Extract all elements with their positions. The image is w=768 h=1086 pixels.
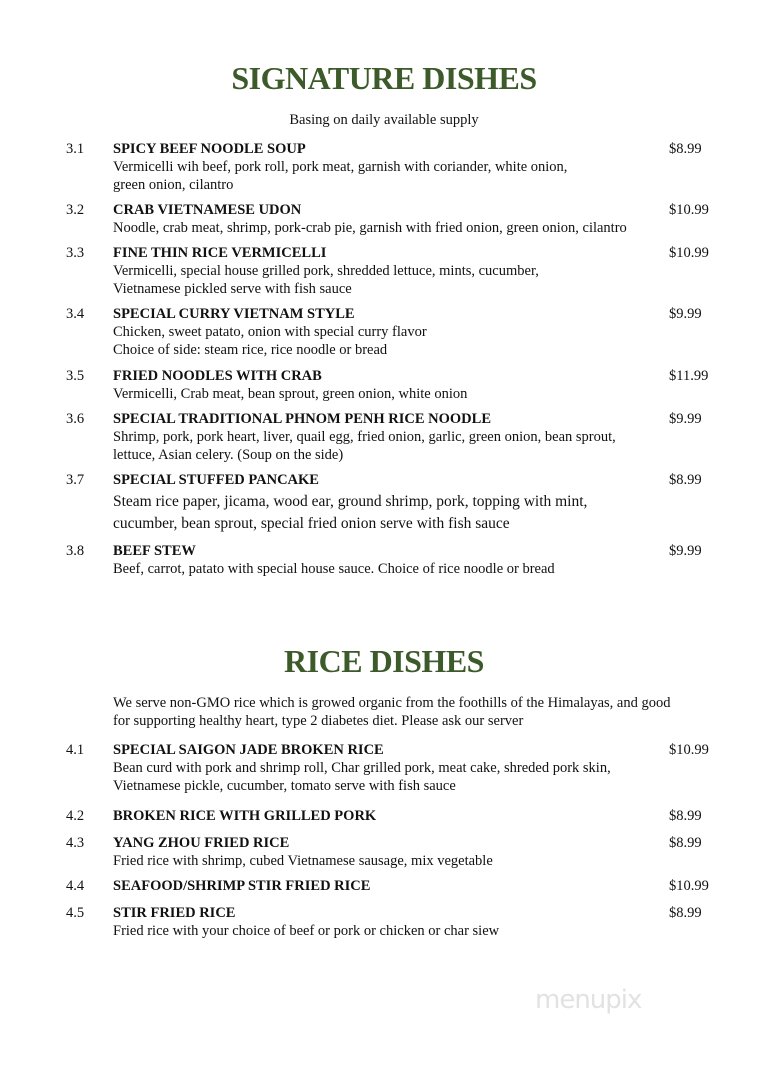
item-number: 3.3: [66, 245, 85, 261]
item-description-line: Vermicelli, special house grilled pork, shredded lettuce, mints, cucumber,: [113, 263, 539, 279]
item-price: $8.99: [669, 141, 702, 157]
signature-subtitle: Basing on daily available supply: [289, 112, 479, 128]
item-description-line: Fried rice with shrimp, cubed Vietnamese sausage, mix vegetable: [113, 853, 493, 869]
item-name: YANG ZHOU FRIED RICE: [113, 835, 290, 851]
item-description: [113, 385, 673, 403]
item-description: [113, 323, 673, 359]
item-number: 3.6: [66, 411, 85, 427]
item-number: 4.2: [66, 808, 85, 824]
item-name: FRIED NOODLES WITH CRAB: [113, 368, 322, 384]
item-price: $9.99: [669, 411, 702, 427]
item-description-line: Choice of side: steam rice, rice noodle or bread: [113, 342, 388, 358]
item-description-line: cucumber, bean sprout, special fried onion serve with fish sauce: [113, 515, 510, 532]
item-description: [113, 491, 673, 535]
item-description-line: Chicken, sweet patato, onion with special curry flavor: [113, 324, 427, 340]
rice-intro-line: We serve non-GMO rice which is growed organic from the foothills of the Himalayas, and good: [113, 695, 671, 711]
item-price: $8.99: [669, 808, 702, 824]
item-price: $10.99: [669, 878, 709, 894]
item-description: [113, 158, 673, 194]
item-number: 3.5: [66, 368, 85, 384]
signature-dishes-title: SIGNATURE DISHES: [231, 60, 537, 96]
rice-intro-line: for supporting healthy heart, type 2 diabetes diet. Please ask our server: [113, 713, 524, 729]
item-name: SPECIAL TRADITIONAL PHNOM PENH RICE NOODLE: [113, 411, 491, 427]
item-name: BROKEN RICE WITH GRILLED PORK: [113, 808, 377, 824]
item-number: 3.1: [66, 141, 85, 157]
item-name: SPECIAL CURRY VIETNAM STYLE: [113, 306, 355, 322]
item-name: SPECIAL SAIGON JADE BROKEN RICE: [113, 742, 384, 758]
item-number: 4.5: [66, 905, 85, 921]
item-description: [113, 560, 673, 578]
item-price: $11.99: [669, 368, 709, 384]
item-description-line: green onion, cilantro: [113, 177, 234, 193]
item-description-line: Shrimp, pork, pork heart, liver, quail egg, fried onion, garlic, green onion, bean sprout,: [113, 429, 616, 445]
item-name: SEAFOOD/SHRIMP STIR FRIED RICE: [113, 878, 371, 894]
item-number: 3.8: [66, 543, 85, 559]
menupix-watermark: menupix: [535, 985, 642, 1015]
item-description-line: Bean curd with pork and shrimp roll, Char grilled pork, meat cake, shreded pork skin,: [113, 760, 611, 776]
item-description-line: lettuce, Asian celery. (Soup on the side): [113, 447, 344, 463]
item-name: SPICY BEEF NOODLE SOUP: [113, 141, 306, 157]
item-description: [113, 922, 673, 940]
item-price: $8.99: [669, 472, 702, 488]
item-price: $10.99: [669, 245, 709, 261]
item-description-line: Vietnamese pickled serve with fish sauce: [113, 281, 352, 297]
item-price: $10.99: [669, 202, 709, 218]
item-number: 4.3: [66, 835, 85, 851]
item-description: [113, 262, 673, 298]
item-number: 3.4: [66, 306, 85, 322]
item-description-line: Fried rice with your choice of beef or pork or chicken or char siew: [113, 923, 500, 939]
item-name: STIR FRIED RICE: [113, 905, 236, 921]
rice-dishes-title: RICE DISHES: [284, 643, 484, 679]
item-name: BEEF STEW: [113, 543, 196, 559]
item-description-line: Steam rice paper, jicama, wood ear, ground shrimp, pork, topping with mint,: [113, 493, 588, 510]
item-description: [113, 428, 673, 464]
item-number: 3.2: [66, 202, 85, 218]
item-price: $8.99: [669, 905, 702, 921]
item-price: $10.99: [669, 742, 709, 758]
item-description-line: Vermicelli wih beef, pork roll, pork meat, garnish with coriander, white onion,: [113, 159, 568, 175]
item-number: 4.4: [66, 878, 85, 894]
item-price: $9.99: [669, 306, 702, 322]
item-number: 3.7: [66, 472, 85, 488]
item-name: SPECIAL STUFFED PANCAKE: [113, 472, 319, 488]
item-price: $9.99: [669, 543, 702, 559]
rice-intro: [113, 694, 670, 730]
item-name: FINE THIN RICE VERMICELLI: [113, 245, 327, 261]
item-description: [113, 219, 673, 237]
item-description: [113, 852, 673, 870]
item-name: CRAB VIETNAMESE UDON: [113, 202, 302, 218]
item-price: $8.99: [669, 835, 702, 851]
item-description: [113, 759, 673, 795]
item-description-line: Vermicelli, Crab meat, bean sprout, green onion, white onion: [113, 386, 468, 402]
item-description-line: Noodle, crab meat, shrimp, pork-crab pie, garnish with fried onion, green onion, cilantro: [113, 220, 627, 236]
item-description-line: Beef, carrot, patato with special house sauce. Choice of rice noodle or bread: [113, 561, 555, 577]
item-number: 4.1: [66, 742, 85, 758]
item-description-line: Vietnamese pickle, cucumber, tomato serve with fish sauce: [113, 778, 456, 794]
